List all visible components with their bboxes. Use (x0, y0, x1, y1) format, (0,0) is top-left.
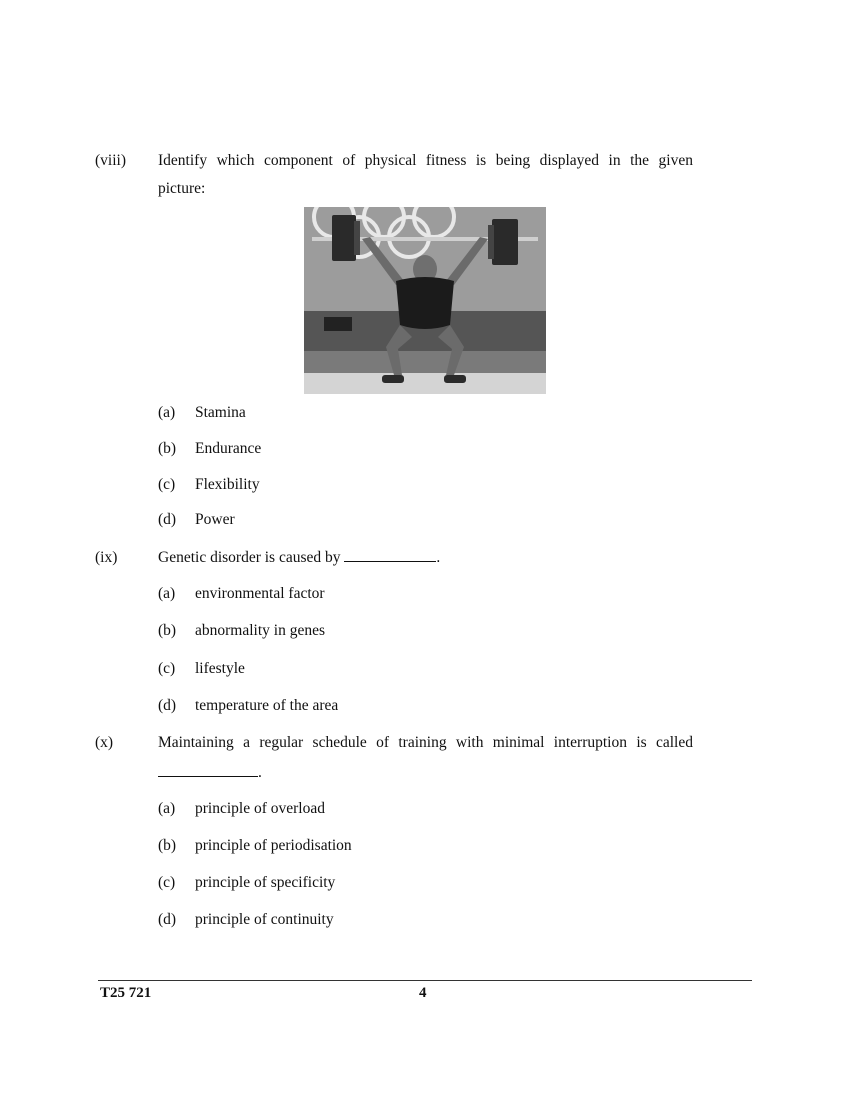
option-label: (a) (158, 800, 176, 817)
option-text: principle of overload (195, 800, 325, 817)
answer-blank (158, 764, 258, 777)
option-text: principle of continuity (195, 911, 334, 928)
answer-blank (344, 549, 436, 562)
option-label: (b) (158, 440, 177, 457)
question-text-after-blank: . (258, 764, 262, 781)
footer-divider (98, 980, 752, 981)
question-text-continued (158, 764, 262, 782)
question-text: Maintaining a regular schedule of training with minimal interruption is called (158, 734, 693, 751)
option-label: (b) (158, 837, 177, 854)
question-number: (viii) (95, 152, 126, 169)
question-text-after-blank: . (436, 549, 441, 566)
question-text-before-blank: Genetic disorder is caused by (158, 549, 345, 566)
question-text (158, 549, 440, 567)
option-text: abnormality in genes (195, 622, 325, 639)
question-text-continued: picture: (158, 180, 206, 197)
option-label: (c) (158, 874, 176, 891)
option-label: (c) (158, 476, 176, 493)
option-text: principle of specificity (195, 874, 336, 891)
option-label: (a) (158, 404, 176, 421)
option-label: (d) (158, 697, 177, 714)
option-text: lifestyle (195, 660, 245, 677)
question-text: Identify which component of physical fitness is being displayed in the given (158, 152, 693, 169)
weightlifter-photo (304, 207, 546, 394)
question-number: (ix) (95, 549, 118, 566)
option-text: principle of periodisation (195, 837, 352, 854)
option-text: temperature of the area (195, 697, 339, 714)
option-text: Stamina (195, 404, 246, 421)
option-text: Power (195, 511, 235, 528)
paper-code: T25 721 (100, 985, 152, 1001)
page-number: 4 (419, 985, 427, 1001)
option-label: (c) (158, 660, 176, 677)
option-text: Endurance (195, 440, 262, 457)
option-label: (d) (158, 911, 177, 928)
option-label: (b) (158, 622, 177, 639)
question-number: (x) (95, 734, 114, 751)
option-text: environmental factor (195, 585, 325, 602)
option-label: (d) (158, 511, 177, 528)
option-text: Flexibility (195, 476, 260, 493)
option-label: (a) (158, 585, 176, 602)
